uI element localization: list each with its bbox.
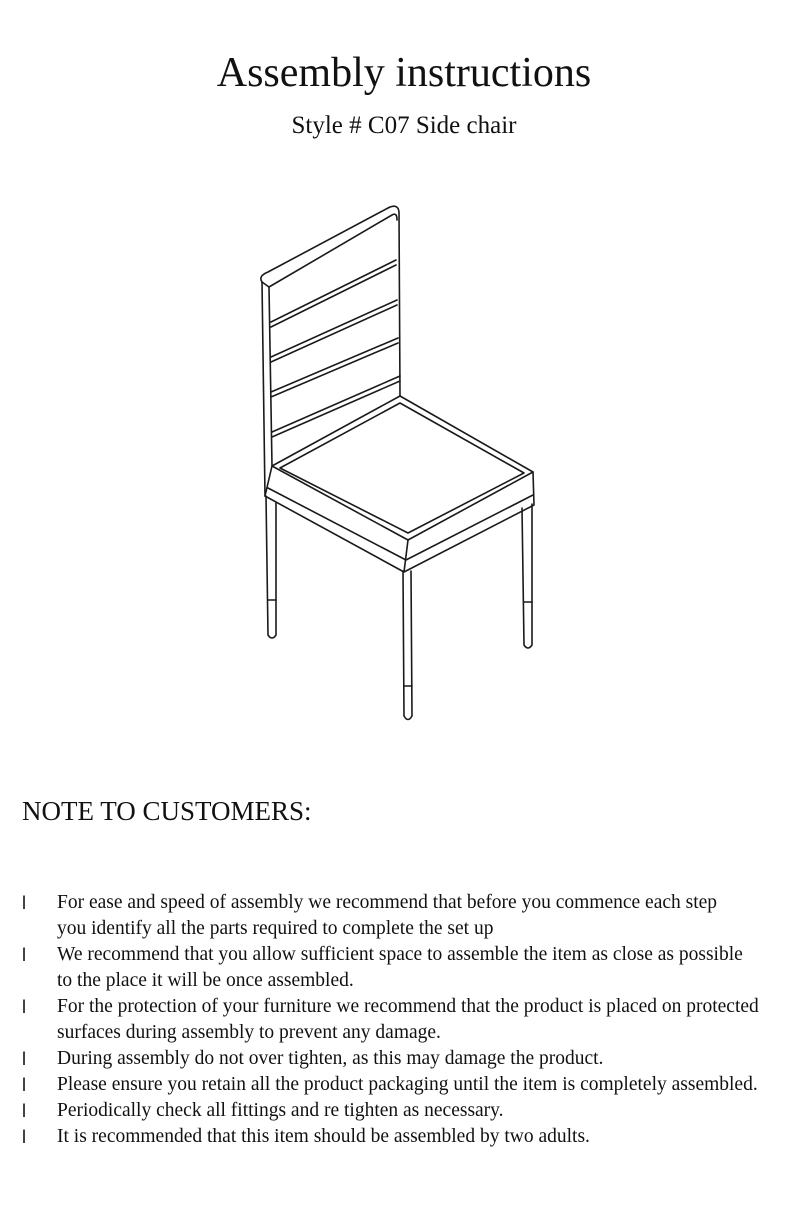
side-chair-icon: [240, 195, 560, 730]
item-line: you identify all the parts required to complete the set up: [57, 918, 494, 939]
notes-list: [0, 890, 808, 1150]
document-subtitle: Style # C07 Side chair: [291, 112, 517, 139]
item-line: Please ensure you retain all the product packaging until the item is completely assembled.: [57, 1074, 758, 1095]
item-line: Periodically check all fittings and re tighten as necessary.: [57, 1100, 504, 1121]
bullet-icon: l: [22, 997, 26, 1017]
bullet-icon: l: [22, 1049, 26, 1069]
list-item: [0, 994, 808, 1046]
list-item: [0, 890, 808, 942]
item-line: During assembly do not over tighten, as this may damage the product.: [57, 1048, 604, 1069]
list-item: [0, 1124, 808, 1150]
list-item: [0, 942, 808, 994]
bullet-icon: l: [22, 1127, 26, 1147]
bullet-icon: l: [22, 1101, 26, 1121]
item-line: We recommend that you allow sufficient space to assemble the item as close as possible: [57, 944, 743, 965]
list-item: [0, 1098, 808, 1124]
bullet-icon: l: [22, 893, 26, 913]
list-item: [0, 1046, 808, 1072]
chair-illustration: [240, 195, 560, 730]
item-line: surfaces during assembly to prevent any damage.: [57, 1022, 441, 1043]
list-item: [0, 1072, 808, 1098]
bullet-icon: l: [22, 1075, 26, 1095]
bullet-icon: l: [22, 945, 26, 965]
document-title: Assembly instructions: [216, 50, 592, 96]
item-line: It is recommended that this item should be assembled by two adults.: [57, 1126, 590, 1147]
item-line: For the protection of your furniture we recommend that the product is placed on protected: [57, 996, 759, 1017]
note-heading: NOTE TO CUSTOMERS:: [22, 796, 312, 826]
item-line: For ease and speed of assembly we recommend that before you commence each step: [57, 892, 718, 913]
item-line: to the place it will be once assembled.: [57, 970, 354, 991]
